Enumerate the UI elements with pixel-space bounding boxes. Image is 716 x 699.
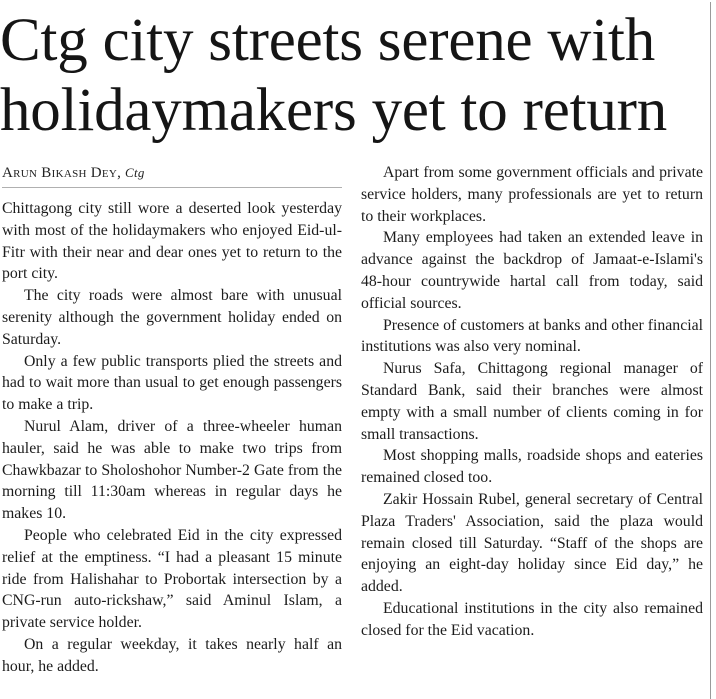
paragraph: Chittagong city still wore a deserted look yesterday with most of the holidaymakers who enjoyed Eid-ul-Fitr with their near and dear ones yet to return to the port city. <box>2 200 342 283</box>
paragraph: Educational institutions in the city also remained closed for the Eid vacation. <box>361 599 703 639</box>
headline <box>0 6 705 146</box>
paragraph: The city roads were almost bare with unusual serenity although the government holiday ended on Saturday. <box>2 287 342 348</box>
paragraph: People who celebrated Eid in the city expressed relief at the emptiness. “I had a pleasant 15 minute ride from Halishahar to Probortak intersection by a CNG-run auto-rickshaw,” said Aminul Islam, a private service holder. <box>2 526 342 632</box>
article-column-right <box>361 162 703 642</box>
column-rule <box>710 2 711 699</box>
paragraph: Nurul Alam, driver of a three-wheeler human hauler, said he was able to make two trips from Chawkbazar to Sholoshohor Number-2 Gate from the morning till 11:30am whereas in regular days he makes 10. <box>2 417 342 523</box>
paragraph: On a regular weekday, it takes nearly half an hour, he added. <box>2 635 342 675</box>
byline-location: Ctg <box>125 165 145 180</box>
paragraph: Apart from some government officials and private service holders, many professionals are yet to return to their workplaces. <box>361 164 703 225</box>
paragraph: Only a few public transports plied the streets and had to wait more than usual to get enough passengers to make a trip. <box>2 352 342 414</box>
article-column-left <box>2 162 342 678</box>
paragraph: Nurus Safa, Chittagong regional manager of Standard Bank, said their branches were almost empty with a small number of clients coming in for small transactions. <box>361 360 703 443</box>
paragraph: Presence of customers at banks and other financial institutions was also very nominal. <box>361 316 703 356</box>
byline <box>2 162 342 188</box>
headline-line-1: Ctg city streets serene with <box>0 7 656 74</box>
paragraph: Most shopping malls, roadside shops and eateries remained closed too. <box>361 447 703 487</box>
paragraph: Zakir Hossain Rubel, general secretary of Central Plaza Traders' Association, said the plaza would remain closed till Saturday. “Staff of the shops are enjoying an eight-day holiday since Eid day,” he added. <box>361 490 703 596</box>
headline-line-2: holidaymakers yet to return <box>0 77 668 144</box>
byline-author: Arun Bikash Dey, <box>2 165 122 181</box>
byline-divider <box>2 187 342 188</box>
paragraph: Many employees had taken an extended leave in advance against the backdrop of Jamaat-e-Islami's 48-hour countrywide hartal call from today, said official sources. <box>361 229 703 312</box>
